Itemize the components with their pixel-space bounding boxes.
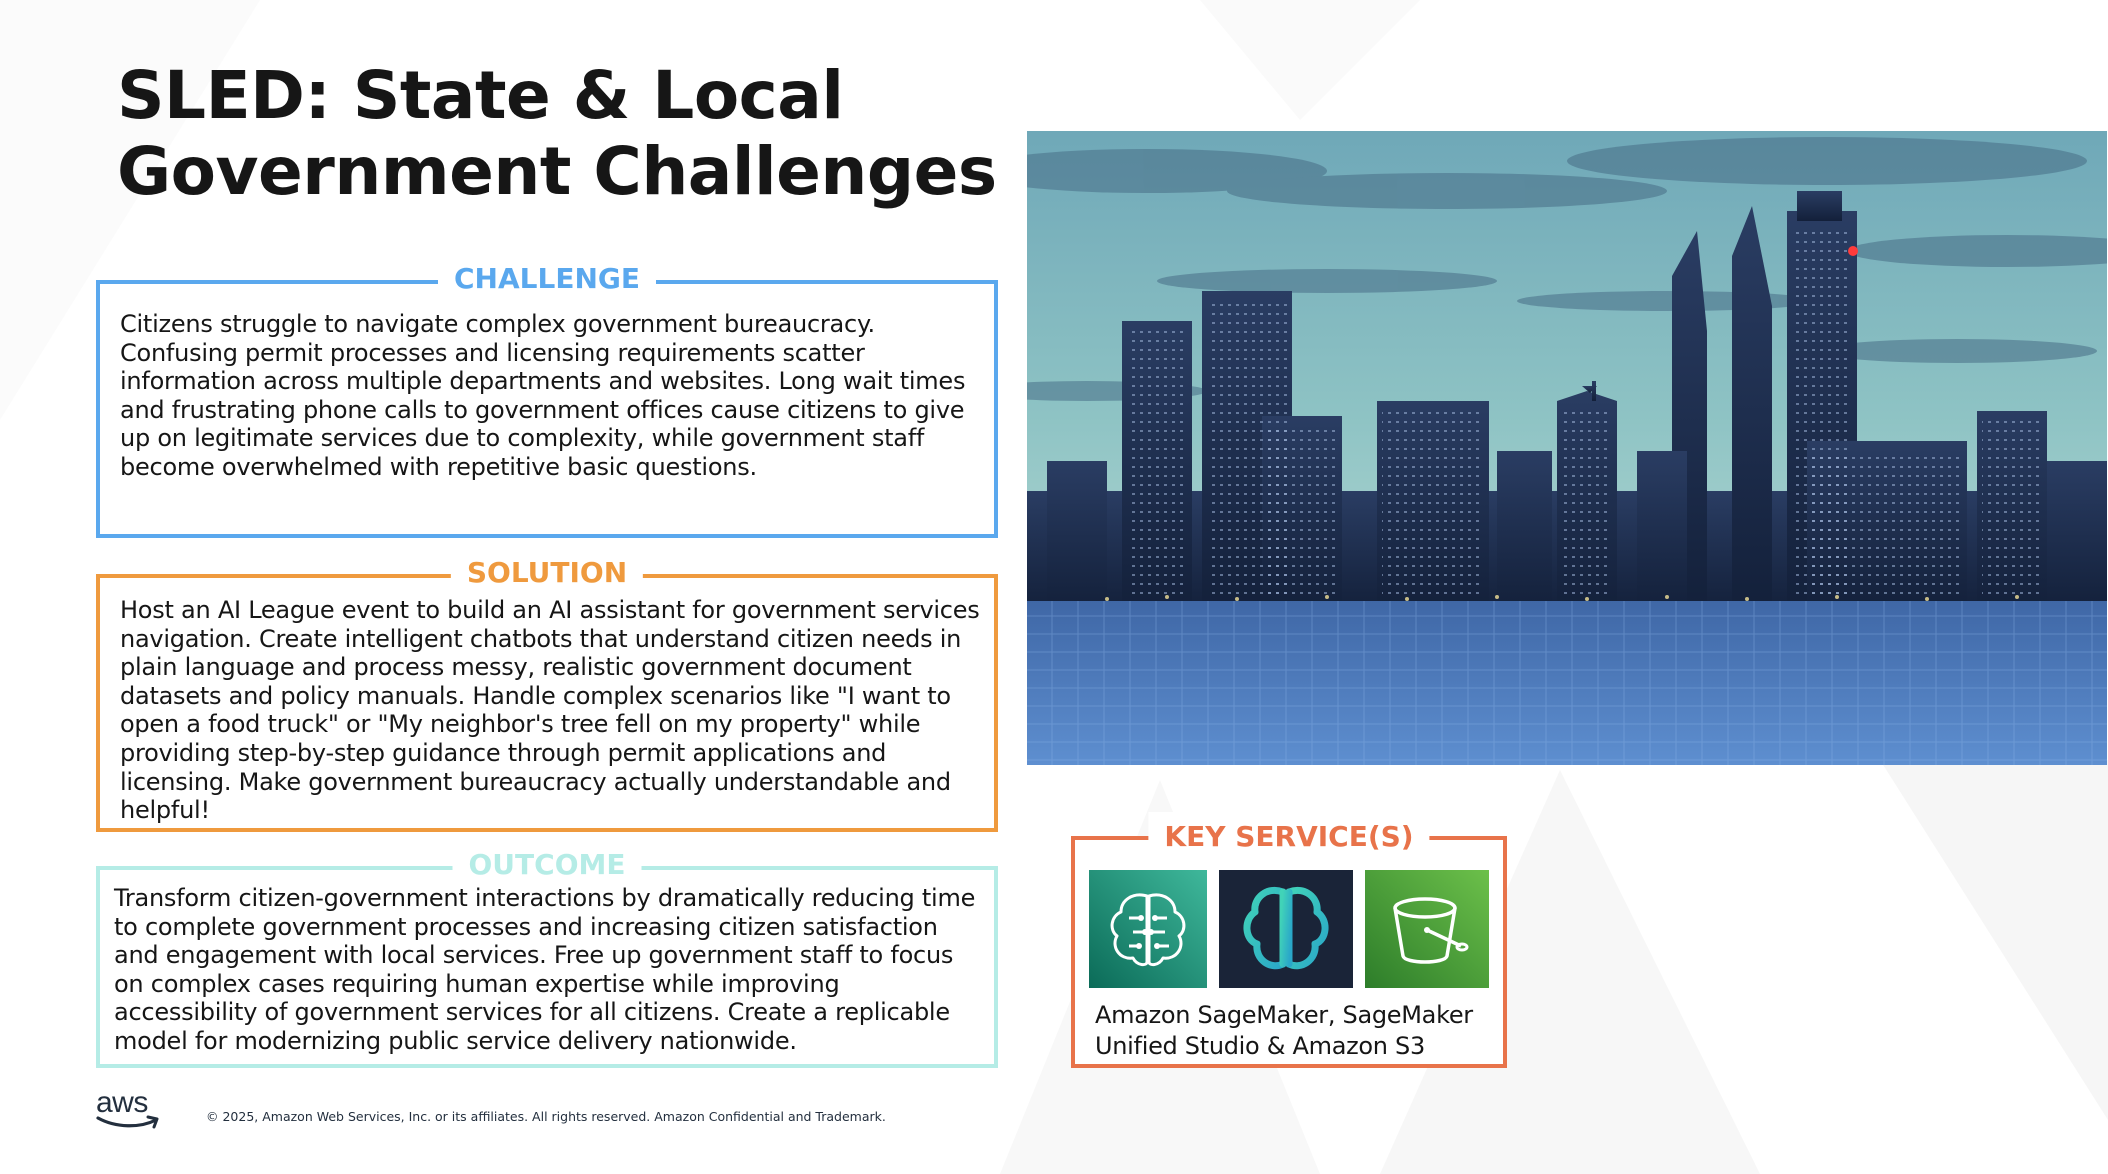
- key-services-box: [1071, 820, 1507, 1068]
- challenge-text: Citizens struggle to navigate complex government bureaucracy. Confusing permit processes and licensing requirements scatter information across multiple departments and websites. Long wait times and frustrating phone calls to government offices cause citizens to give up on legitimate services due to complexity, while government staff become overwhelmed with repetitive basic questions.: [120, 310, 966, 481]
- key-services-label: KEY SERVICE(S): [1148, 812, 1429, 862]
- solution-label: SOLUTION: [451, 548, 643, 598]
- challenge-box: [96, 262, 998, 538]
- page-title: [117, 58, 1017, 210]
- outcome-text: Transform citizen-government interactions by dramatically reducing time to complete government processes and increasing citizen satisfaction and engagement with local services. Free up government staff to focus on complex cases requiring human expertise while improving accessibility of government services for all citizens. Create a replicable model for modernizing public service delivery nationwide.: [114, 884, 976, 1055]
- s3-bucket-icon: [1365, 870, 1489, 988]
- solution-text: Host an AI League event to build an AI assistant for government services navigation. Create intelligent chatbots that understand citizen needs in plain language and process messy, realistic government document datasets and policy manuals. Handle complex scenarios like "I want to open a food truck" or "My neighbor's tree fell on my property" while providing step-by-step guidance through permit applications and licensing. Make government bureaucracy actually understandable and helpful!: [120, 596, 980, 825]
- copyright-text: © 2025, Amazon Web Services, Inc. or its affiliates. All rights reserved. Amazon Confidential and Trademark.: [206, 1109, 886, 1124]
- aws-smile-icon: [96, 1112, 162, 1132]
- title-line-2: Government Challenges: [117, 133, 997, 210]
- aws-logo: [96, 1088, 162, 1132]
- title-line-1: SLED: State & Local: [117, 57, 844, 134]
- aws-logo-text: aws: [96, 1086, 148, 1119]
- city-skyline-image: [1027, 131, 2107, 765]
- outcome-label: OUTCOME: [453, 840, 642, 890]
- key-services-text: Amazon SageMaker, SageMaker Unified Studio & Amazon S3: [1095, 1001, 1473, 1060]
- outcome-box: [96, 848, 998, 1068]
- sagemaker-unified-studio-icon: [1219, 870, 1353, 988]
- challenge-label: CHALLENGE: [438, 254, 656, 304]
- solution-box: [96, 556, 998, 832]
- sagemaker-brain-icon: [1089, 870, 1207, 988]
